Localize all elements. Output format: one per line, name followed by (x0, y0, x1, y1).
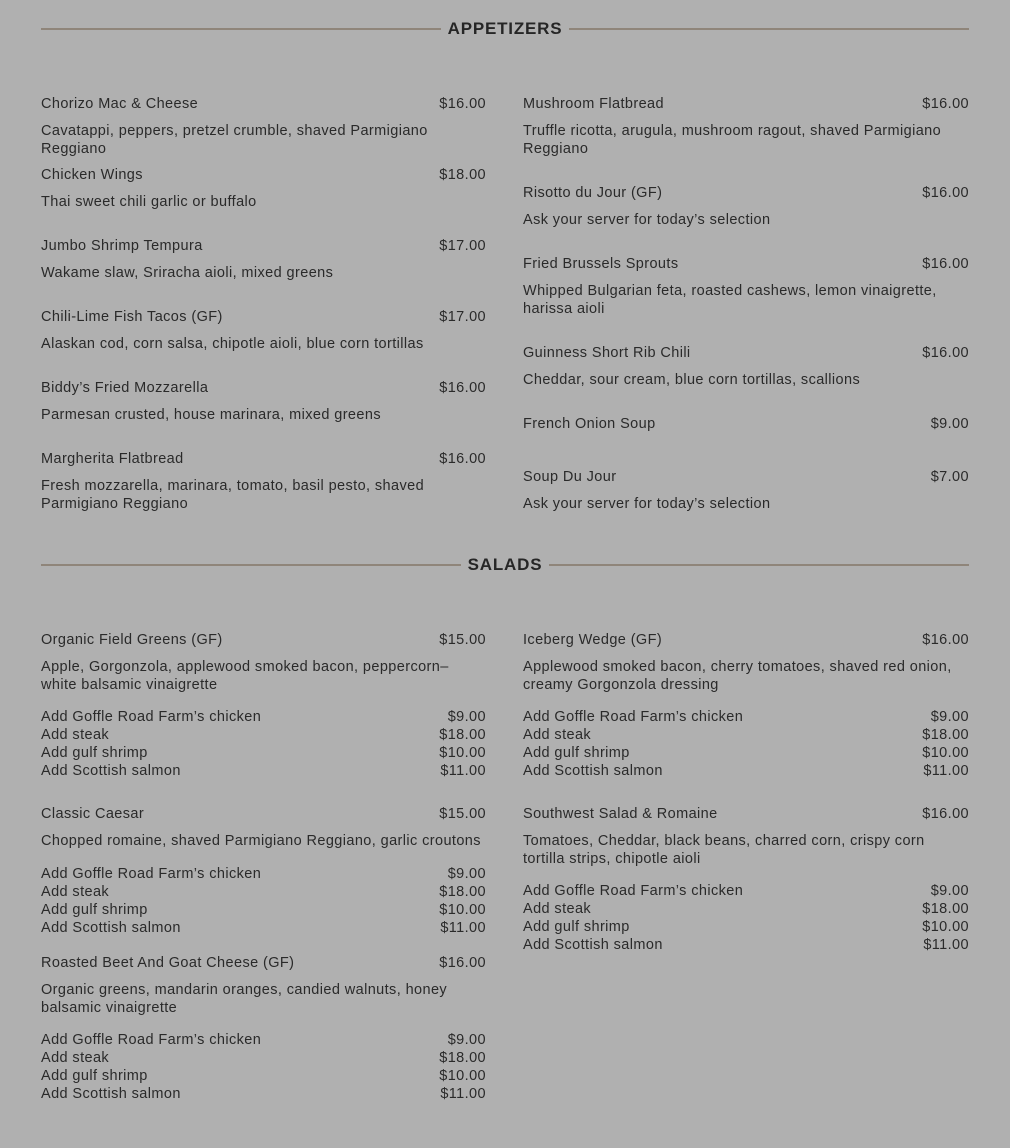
salads-section (41, 555, 969, 1102)
addon-row (523, 762, 969, 780)
item-price: $18.00 (439, 167, 486, 183)
item-name: Organic Field Greens (GF) (41, 632, 223, 648)
addon-price: $9.00 (447, 709, 486, 725)
addon-price: $11.00 (440, 763, 486, 779)
addon-price: $10.00 (922, 745, 969, 761)
menu-item (41, 95, 486, 158)
menu-item (41, 237, 486, 283)
menu-item (41, 805, 486, 937)
item-price: $17.00 (439, 309, 486, 325)
addon-label: Add steak (41, 1050, 110, 1066)
item-name: Soup Du Jour (523, 469, 617, 485)
addon-price: $11.00 (923, 937, 969, 953)
addon-row (41, 726, 486, 744)
item-description: Fresh mozzarella, marinara, tomato, basil pesto, shaved Parmigiano Reggiano (41, 478, 425, 512)
item-description: Whipped Bulgarian feta, roasted cashews, lemon vinaigrette, harissa aioli (523, 283, 937, 317)
addon-price: $18.00 (922, 901, 969, 917)
addon-price: $18.00 (439, 727, 486, 743)
item-description: Apple, Gorgonzola, applewood smoked bacon, peppercorn–white balsamic vinaigrette (41, 659, 449, 693)
addon-price: $9.00 (930, 883, 969, 899)
item-price: $16.00 (922, 96, 969, 112)
salads-title: SALADS (467, 555, 543, 574)
item-name: French Onion Soup (523, 416, 656, 432)
item-name: Roasted Beet And Goat Cheese (GF) (41, 955, 295, 971)
item-description: Tomatoes, Cheddar, black beans, charred corn, crispy corn tortilla strips, chipotle aioli (523, 833, 925, 867)
item-name: Jumbo Shrimp Tempura (41, 238, 203, 254)
item-description: Cavatappi, peppers, pretzel crumble, shaved Parmigiano Reggiano (41, 123, 428, 157)
item-name: Fried Brussels Sprouts (523, 256, 679, 272)
addon-label: Add steak (523, 727, 592, 743)
item-description: Alaskan cod, corn salsa, chipotle aioli, blue corn tortillas (41, 336, 424, 352)
item-name: Classic Caesar (41, 806, 145, 822)
addon-row (523, 900, 969, 918)
header-rule-left (41, 564, 461, 566)
addon-list (41, 1031, 486, 1103)
addon-label: Add Scottish salmon (41, 763, 181, 779)
addon-row (523, 708, 969, 726)
addon-row (41, 708, 486, 726)
addon-label: Add steak (523, 901, 592, 917)
menu-item (41, 379, 486, 425)
addon-row (41, 901, 486, 919)
addon-label: Add steak (41, 883, 110, 900)
item-description: Thai sweet chili garlic or buffalo (41, 194, 257, 210)
item-name: Chili-Lime Fish Tacos (GF) (41, 309, 223, 325)
item-name: Margherita Flatbread (41, 451, 184, 467)
addon-price: $11.00 (923, 763, 969, 779)
item-price: $16.00 (439, 451, 486, 467)
item-price: $16.00 (439, 96, 486, 112)
item-description: Ask your server for today’s selection (523, 496, 771, 512)
header-rule-right (549, 564, 969, 566)
item-price: $16.00 (922, 632, 969, 648)
addon-price: $10.00 (439, 901, 486, 918)
menu-item (41, 954, 486, 1103)
item-price: $9.00 (930, 416, 969, 432)
addon-price: $18.00 (439, 1050, 486, 1066)
item-price: $16.00 (439, 380, 486, 396)
item-name: Chicken Wings (41, 167, 143, 183)
addon-label: Add Scottish salmon (41, 919, 181, 936)
addon-price: $11.00 (440, 919, 486, 936)
item-description: Truffle ricotta, arugula, mushroom ragout, shaved Parmigiano Reggiano (523, 123, 942, 157)
menu-item (41, 631, 486, 780)
item-price: $15.00 (439, 632, 486, 648)
item-price: $17.00 (439, 238, 486, 254)
item-name: Chorizo Mac & Cheese (41, 96, 199, 112)
addon-price: $18.00 (922, 727, 969, 743)
item-name: Southwest Salad & Romaine (523, 806, 718, 822)
item-description: Wakame slaw, Sriracha aioli, mixed greens (41, 265, 334, 281)
addon-row (41, 1049, 486, 1067)
addon-row (41, 1067, 486, 1085)
addon-row (523, 936, 969, 954)
salads-header (41, 555, 969, 575)
menu-item (41, 166, 486, 212)
addon-list (523, 708, 969, 780)
item-description: Organic greens, mandarin oranges, candied walnuts, honey balsamic vinaigrette (41, 982, 448, 1016)
menu-item (41, 308, 486, 354)
addon-label: Add Goffle Road Farm’s chicken (523, 709, 744, 725)
addon-label: Add Goffle Road Farm’s chicken (523, 883, 744, 899)
menu-item (523, 344, 969, 390)
addon-price: $10.00 (922, 919, 969, 935)
item-name: Mushroom Flatbread (523, 96, 664, 112)
addon-row (523, 744, 969, 762)
item-description: Ask your server for today’s selection (523, 212, 771, 228)
item-name: Guinness Short Rib Chili (523, 345, 691, 361)
addon-price: $11.00 (440, 1086, 486, 1102)
addon-list (41, 865, 486, 937)
item-description: Applewood smoked bacon, cherry tomatoes, shaved red onion, creamy Gorgonzola dressing (523, 659, 952, 693)
addon-row (523, 882, 969, 900)
addon-label: Add gulf shrimp (41, 745, 148, 761)
addon-label: Add Goffle Road Farm’s chicken (41, 1032, 262, 1048)
addon-label: Add Scottish salmon (41, 1086, 181, 1102)
item-description: Chopped romaine, shaved Parmigiano Reggiano, garlic croutons (41, 833, 481, 849)
addon-row (41, 919, 486, 937)
menu-item (41, 450, 486, 513)
menu-item (523, 805, 969, 954)
addon-price: $9.00 (447, 865, 486, 882)
addon-price: $9.00 (930, 709, 969, 725)
addon-row (41, 762, 486, 780)
addon-label: Add gulf shrimp (523, 745, 630, 761)
menu-item (523, 631, 969, 780)
item-name: Iceberg Wedge (GF) (523, 632, 663, 648)
menu-item (523, 95, 969, 158)
item-price: $15.00 (439, 806, 486, 822)
appetizers-title: APPETIZERS (447, 19, 563, 38)
addon-row (41, 1085, 486, 1103)
addon-price: $18.00 (439, 883, 486, 900)
addon-label: Add Scottish salmon (523, 937, 663, 953)
addon-row (523, 726, 969, 744)
menu-item (523, 255, 969, 318)
item-price: $16.00 (922, 256, 969, 272)
addon-price: $9.00 (447, 1032, 486, 1048)
addon-row (41, 865, 486, 883)
addon-price: $10.00 (439, 1068, 486, 1084)
menu-item (523, 415, 969, 433)
item-description: Parmesan crusted, house marinara, mixed greens (41, 407, 381, 423)
menu-item (523, 184, 969, 230)
addon-label: Add gulf shrimp (523, 919, 630, 935)
addon-row (523, 918, 969, 936)
addon-list (523, 882, 969, 954)
appetizers-header (41, 19, 969, 39)
appetizers-section (41, 19, 969, 512)
item-price: $7.00 (930, 469, 969, 485)
addon-label: Add Scottish salmon (523, 763, 663, 779)
addon-row (41, 883, 486, 901)
item-name: Risotto du Jour (GF) (523, 185, 663, 201)
menu-item (523, 468, 969, 514)
item-price: $16.00 (922, 806, 969, 822)
addon-label: Add Goffle Road Farm’s chicken (41, 865, 262, 882)
header-rule-right (569, 28, 969, 30)
addon-list (41, 708, 486, 780)
addon-label: Add gulf shrimp (41, 901, 148, 918)
addon-label: Add Goffle Road Farm’s chicken (41, 709, 262, 725)
addon-label: Add gulf shrimp (41, 1068, 148, 1084)
item-price: $16.00 (439, 955, 486, 971)
addon-label: Add steak (41, 727, 110, 743)
addon-price: $10.00 (439, 745, 486, 761)
item-name: Biddy’s Fried Mozzarella (41, 380, 209, 396)
item-price: $16.00 (922, 185, 969, 201)
addon-row (41, 744, 486, 762)
addon-row (41, 1031, 486, 1049)
header-rule-left (41, 28, 441, 30)
item-price: $16.00 (922, 345, 969, 361)
item-description: Cheddar, sour cream, blue corn tortillas, scallions (523, 372, 861, 388)
